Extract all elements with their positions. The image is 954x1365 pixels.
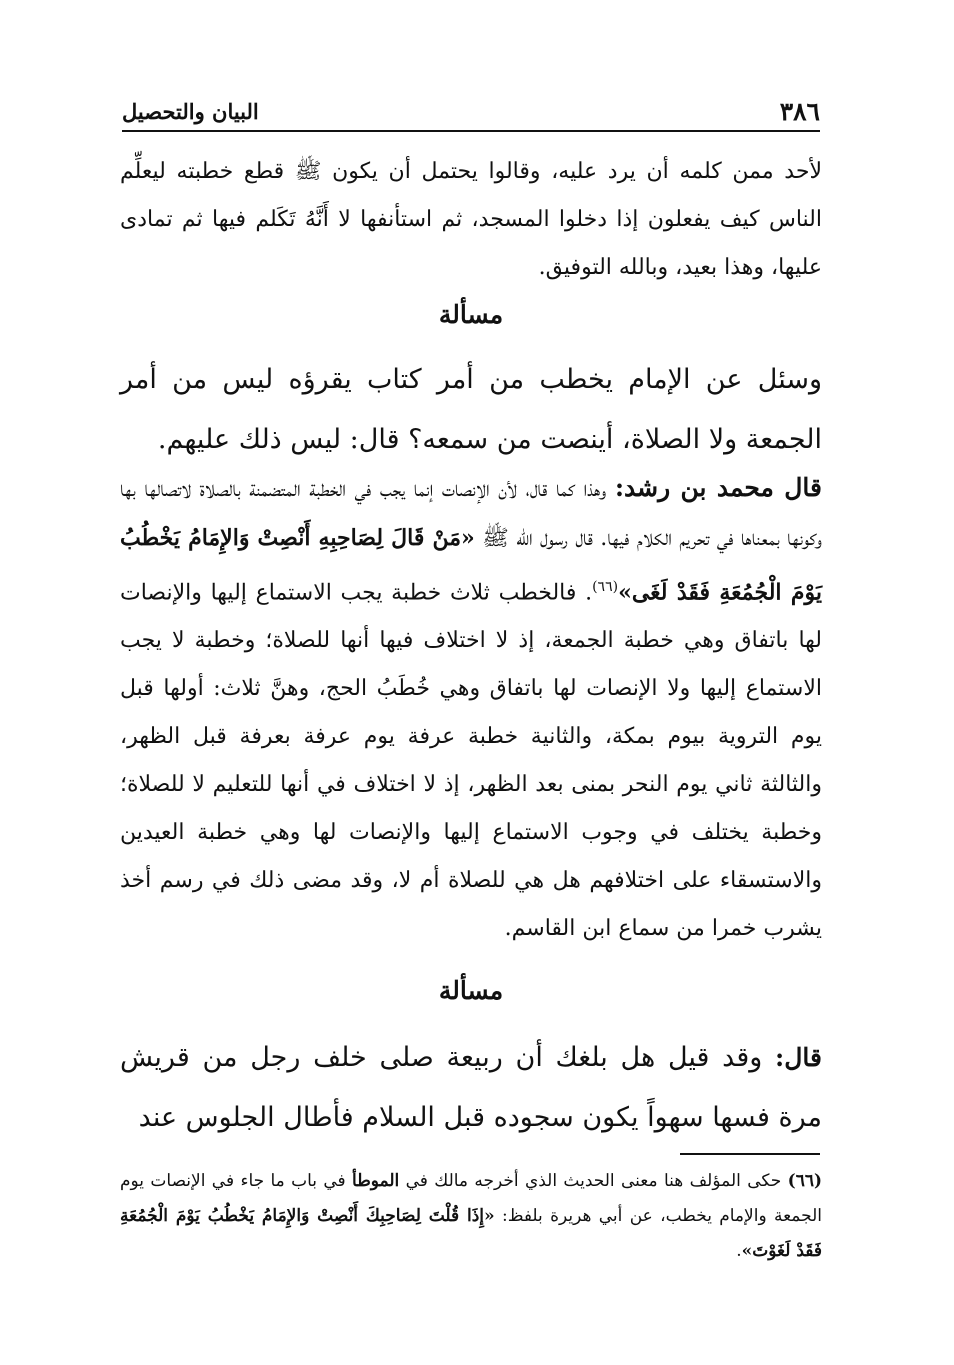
section-heading: مسألة (438, 976, 504, 1005)
page-number: ٣٨٦ (779, 97, 820, 126)
footnote (120, 1164, 822, 1269)
section-heading: مسألة (438, 300, 504, 329)
section-heading-1 (120, 300, 822, 329)
section-heading-2 (120, 976, 822, 1005)
speaker-label: قال محمد بن رشد: (614, 473, 822, 502)
speaker-label: قال: (775, 1043, 822, 1072)
paragraph-3 (120, 464, 822, 953)
footnote-hadith-quote: «إِذَا قُلْتَ لِصَاحِبِكَ أَنْصِتْ وَالإِمَامُ يَخْطُبُ يَوْمَ الْجُمُعَةِ فَقَدْ لَغَوْتَ» (120, 1206, 822, 1261)
running-title: البيان والتحصيل (122, 99, 259, 124)
footnote-text-1: حكى المؤلف هنا معنى الحديث الذي أخرجه مالك في (399, 1171, 788, 1191)
commentary-body: . فالخطب ثلاث خطبة يجب الاستماع إليها والإنصات لها باتفاق وهي خطبة الجمعة، إذ لا اختلاف فيها أنها للصلاة؛ وخطبة لا يجب الاستماع إليها ولا الإنصات لها باتفاق وهي خُطَبُ الحج، وهنَّ ثلاث: أولها قبل يوم التروية بيوم بمكة، والثانية خطبة عرفة يوم عرفة بعرفة قبل الظهر، والثالثة ثاني يوم النحر بمنى بعد الظهر، إذ لا اختلاف في أنها للتعليم لا للصلاة؛ وخطبة يختلف في وجوب الاستماع إليها والإنصات لها وهي خطبة العيدين والاستسقاء على اختلافهم هل هي للصلاة أم لا، وقد مضى ذلك في رسم أخذ يشرب خمرا من سماع ابن القاسم. (120, 580, 822, 942)
page-header (122, 88, 820, 132)
paragraph-1 (120, 148, 822, 292)
question-text: وسئل عن الإمام يخطب من أمر كتاب يقرؤه ليس من أمر الجمعة ولا الصلاة، أينصت من سمعه؟ قال: ليس ذلك عليهم. (120, 364, 822, 455)
paragraph-4 (120, 1028, 822, 1148)
paragraph-text: لأحد ممن كلمه أن يرد عليه، وقالوا يحتمل أن يكون ﷺ قطع خطبته ليعلِّم الناس كيف يفعلون إذا دخلوا المسجد، ثم استأنفها لا أَنَّهُ تَكَلم فيها ثم تمادى عليها، وهذا بعيد، وبالله التوفيق. (120, 159, 822, 280)
paragraph-2 (120, 350, 822, 470)
footnote-text-2: في باب ما جاء في الإنصات يوم الجمعة والإمام يخطب، عن أبي هريرة بلفظ: (120, 1171, 822, 1226)
question-text (120, 1028, 822, 1148)
footnote-end: . (736, 1241, 742, 1261)
question-body: وقد قيل هل بلغك أن ربيعة صلى خلف رجل من قريش مرة فسها سهواً يكون سجوده قبل السلام فأطال الجلوس عند (120, 1042, 822, 1133)
commentary-intro: وهذا كما قال، لأن الإنصات إنما يجب في الخطبة المتضمنة بالصلاة لاتصالها بها وكونها بمعناها في تحريم الكلام فيها. قال رسول الله ﷺ (120, 477, 822, 551)
footnote-reference: (٦٦) (592, 579, 619, 595)
book-title: الموطأ (352, 1171, 400, 1191)
footnote-number: (٦٦) (787, 1171, 822, 1191)
commentary-text (120, 464, 822, 953)
hadith-quote: «مَنْ قَالَ لِصَاحِبِهِ أَنْصِتْ وَالإِمَامُ يَخْطُبُ يَوْمَ الْجُمُعَةِ فَقَدْ لَغَى» (120, 525, 822, 606)
footnote-separator (680, 1153, 820, 1155)
